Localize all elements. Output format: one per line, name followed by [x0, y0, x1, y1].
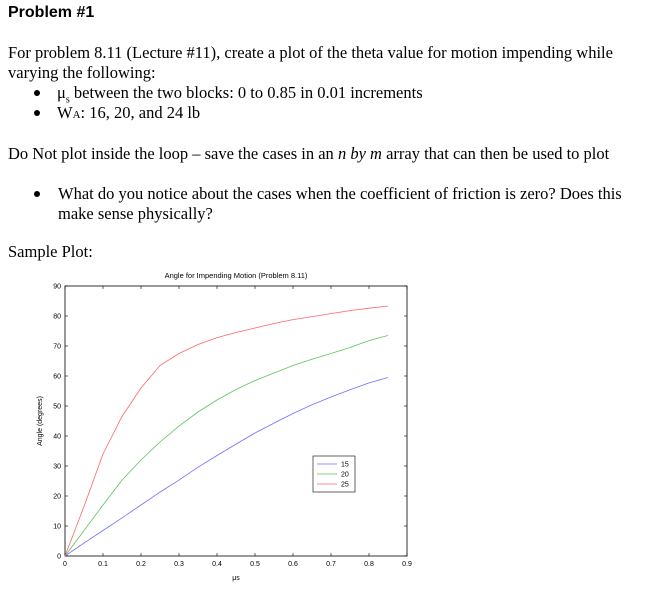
y-tick-label: 70 — [53, 343, 61, 351]
chart-title: Angle for Impending Motion (Problem 8.11) — [164, 271, 308, 280]
mu-subscript: s — [65, 94, 70, 106]
problem-heading: Problem #1 — [8, 4, 95, 21]
x-axis-label: μs — [232, 575, 240, 582]
question-line-1: What do you notice about the cases when the coefficient of friction is zero? Does this — [58, 184, 622, 203]
intro-line-1: For problem 8.11 (Lecture #11), create a plot of the theta value for motion impending while — [8, 43, 613, 62]
intro-line-2: varying the following: — [8, 63, 156, 82]
y-axis-label: Angle (degrees) — [37, 396, 44, 446]
x-tick-label: 0.1 — [98, 561, 108, 568]
bullet-friction-text: between the two blocks: 0 to 0.85 in 0.01 increments — [69, 83, 423, 102]
x-tick-label: 0.4 — [212, 561, 222, 568]
legend-label-20: 20 — [341, 471, 349, 479]
loop-text-b: array that can then be used to plot — [381, 144, 610, 163]
x-tick-label: 0.2 — [136, 561, 146, 568]
bullet-weight-text: : 16, 20, and 24 lb — [80, 103, 201, 122]
x-tick-label: 0.5 — [250, 561, 260, 568]
y-tick-label: 20 — [53, 493, 61, 501]
legend-label-15: 15 — [341, 461, 349, 469]
x-tick-label: 0 — [63, 561, 67, 568]
y-tick-label: 10 — [53, 523, 61, 531]
weight-symbol: W — [57, 103, 73, 122]
mu-symbol: μ — [57, 83, 66, 102]
loop-text-nm: n by m — [337, 144, 382, 163]
plot-area-frame — [65, 286, 407, 556]
weight-subscript: A — [72, 109, 81, 121]
x-tick-label: 0.7 — [326, 561, 336, 568]
y-tick-label: 80 — [53, 313, 61, 321]
x-tick-label: 0.8 — [364, 561, 374, 568]
y-tick-label: 50 — [53, 403, 61, 411]
y-tick-label: 0 — [57, 553, 61, 561]
loop-text-a: Do Not plot inside the loop – save the cases in an — [8, 144, 338, 163]
series-line-20 — [65, 336, 388, 557]
y-tick-label: 90 — [53, 283, 61, 291]
series-line-25 — [65, 306, 388, 556]
y-tick-label: 60 — [53, 373, 61, 381]
y-tick-label: 30 — [53, 463, 61, 471]
x-tick-label: 0.3 — [174, 561, 184, 568]
y-tick-label: 40 — [53, 433, 61, 441]
x-tick-label: 0.6 — [288, 561, 298, 568]
question-line-2: make sense physically? — [58, 204, 213, 223]
x-tick-label: 0.9 — [402, 561, 412, 568]
sample-plot-label: Sample Plot: — [8, 242, 93, 261]
legend-label-25: 25 — [341, 481, 349, 489]
